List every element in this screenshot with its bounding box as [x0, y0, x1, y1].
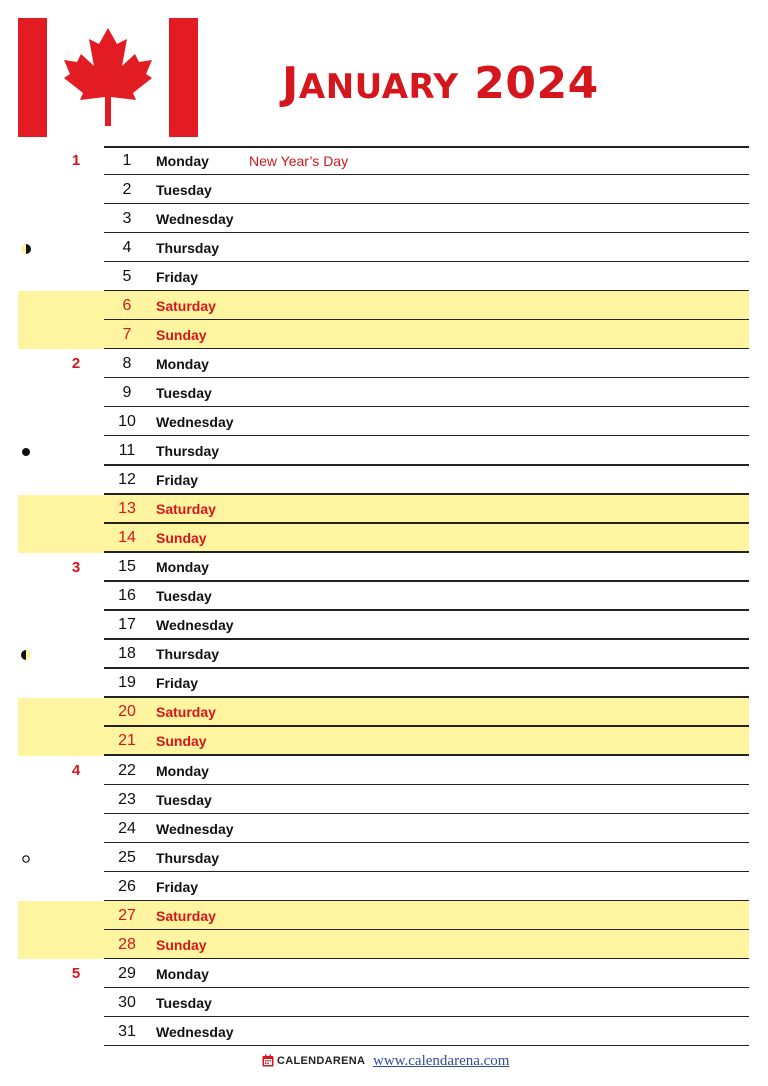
week-number: 4 — [71, 762, 81, 779]
table-row — [0, 146, 768, 175]
table-row — [0, 407, 768, 436]
first-quarter-icon — [20, 648, 32, 660]
table-row — [0, 175, 768, 204]
weekday-name: Tuesday — [156, 994, 212, 1011]
weekday-name: Wednesday — [156, 617, 234, 634]
table-row — [0, 814, 768, 843]
day-number: 28 — [118, 935, 136, 953]
table-row — [0, 1017, 768, 1046]
day-number: 2 — [122, 180, 132, 198]
day-number: 13 — [118, 500, 136, 518]
weekday-name: Thursday — [156, 646, 220, 663]
canada-flag-icon — [18, 18, 198, 137]
table-row — [0, 320, 768, 349]
weekday-name: Thursday — [156, 239, 220, 256]
weekday-name: Sunday — [156, 326, 207, 343]
week-number: 5 — [71, 965, 81, 983]
weekday-name: Friday — [156, 472, 199, 489]
table-row — [0, 233, 768, 262]
table-row — [0, 988, 768, 1017]
weekday-name: Sunday — [156, 530, 207, 547]
weekday-name: Wednesday — [156, 1023, 234, 1040]
day-number: 23 — [118, 790, 136, 808]
day-number: 15 — [118, 558, 136, 576]
table-row — [0, 843, 768, 872]
weekday-name: Wednesday — [156, 413, 234, 430]
day-number: 12 — [118, 471, 136, 489]
table-row — [0, 582, 768, 611]
brand-name: CALENDARENA — [277, 1054, 366, 1067]
calendar-icon — [262, 1054, 274, 1067]
weekday-name: Tuesday — [156, 181, 212, 198]
table-row — [0, 669, 768, 698]
day-number: 30 — [118, 993, 136, 1011]
table-row — [0, 901, 768, 930]
weekday-name: Wednesday — [156, 210, 234, 227]
weekday-name: Tuesday — [156, 791, 212, 808]
day-number: 11 — [118, 441, 136, 459]
table-row — [0, 204, 768, 233]
page-title: JANUARY 2024 — [282, 58, 599, 109]
table-row — [0, 930, 768, 959]
day-number: 31 — [118, 1022, 136, 1040]
day-number: 7 — [122, 325, 132, 343]
table-row — [0, 436, 768, 465]
weekday-name: Saturday — [156, 704, 216, 721]
table-row — [0, 466, 768, 495]
day-number: 4 — [122, 238, 132, 256]
website-link[interactable]: www.calendarena.com — [373, 1053, 510, 1069]
weekday-name: Tuesday — [156, 588, 212, 605]
table-row — [0, 756, 768, 785]
weekday-name: Monday — [156, 965, 209, 982]
weekday-name: Saturday — [156, 907, 216, 924]
day-number: 8 — [122, 354, 132, 372]
holiday-label: New Year’s Day — [249, 152, 349, 169]
day-number: 24 — [118, 819, 136, 837]
weekday-name: Monday — [156, 152, 209, 169]
last-quarter-icon — [20, 242, 32, 254]
table-row — [0, 785, 768, 814]
week-number: 3 — [71, 558, 81, 576]
day-number: 20 — [118, 703, 136, 721]
weekday-name: Tuesday — [156, 384, 212, 401]
weekday-name: Friday — [156, 268, 199, 285]
brand-logo — [262, 1054, 365, 1067]
weekday-name: Sunday — [156, 936, 207, 953]
table-row — [0, 524, 768, 553]
weekday-name: Friday — [156, 675, 199, 692]
weekday-name: Sunday — [156, 733, 207, 750]
weekday-name: Monday — [156, 559, 209, 576]
day-number: 22 — [118, 761, 136, 779]
footer — [0, 1052, 768, 1074]
row-rule — [104, 1045, 749, 1047]
calendar-table — [0, 146, 768, 1046]
day-number: 1 — [122, 151, 132, 169]
table-row — [0, 349, 768, 378]
table-row — [0, 291, 768, 320]
day-number: 3 — [122, 209, 132, 227]
new-moon-icon — [20, 445, 32, 457]
weekday-name: Friday — [156, 878, 199, 895]
day-number: 5 — [122, 267, 132, 285]
table-row — [0, 872, 768, 901]
day-number: 21 — [118, 732, 136, 750]
day-number: 19 — [118, 674, 136, 692]
day-number: 10 — [118, 412, 136, 430]
weekday-name: Monday — [156, 355, 209, 372]
table-row — [0, 727, 768, 756]
day-number: 27 — [118, 906, 136, 924]
day-number: 14 — [118, 529, 136, 547]
table-row — [0, 611, 768, 640]
weekday-name: Wednesday — [156, 820, 234, 837]
weekday-name: Saturday — [156, 501, 216, 518]
table-row — [0, 698, 768, 727]
week-number: 1 — [71, 152, 81, 170]
table-row — [0, 553, 768, 582]
day-number: 26 — [118, 877, 136, 895]
weekday-name: Monday — [156, 762, 209, 779]
table-row — [0, 495, 768, 524]
table-row — [0, 640, 768, 669]
table-row — [0, 959, 768, 988]
day-number: 25 — [118, 848, 136, 866]
day-number: 17 — [118, 616, 136, 634]
day-number: 6 — [122, 296, 132, 314]
weekday-name: Thursday — [156, 442, 220, 459]
weekday-name: Thursday — [156, 849, 220, 866]
day-number: 16 — [118, 587, 136, 605]
full-moon-icon — [20, 852, 32, 864]
day-number: 9 — [122, 383, 132, 401]
weekday-name: Saturday — [156, 297, 216, 314]
table-row — [0, 378, 768, 407]
day-number: 29 — [118, 964, 136, 982]
week-number: 2 — [71, 355, 81, 373]
table-row — [0, 262, 768, 291]
day-number: 18 — [118, 645, 136, 663]
